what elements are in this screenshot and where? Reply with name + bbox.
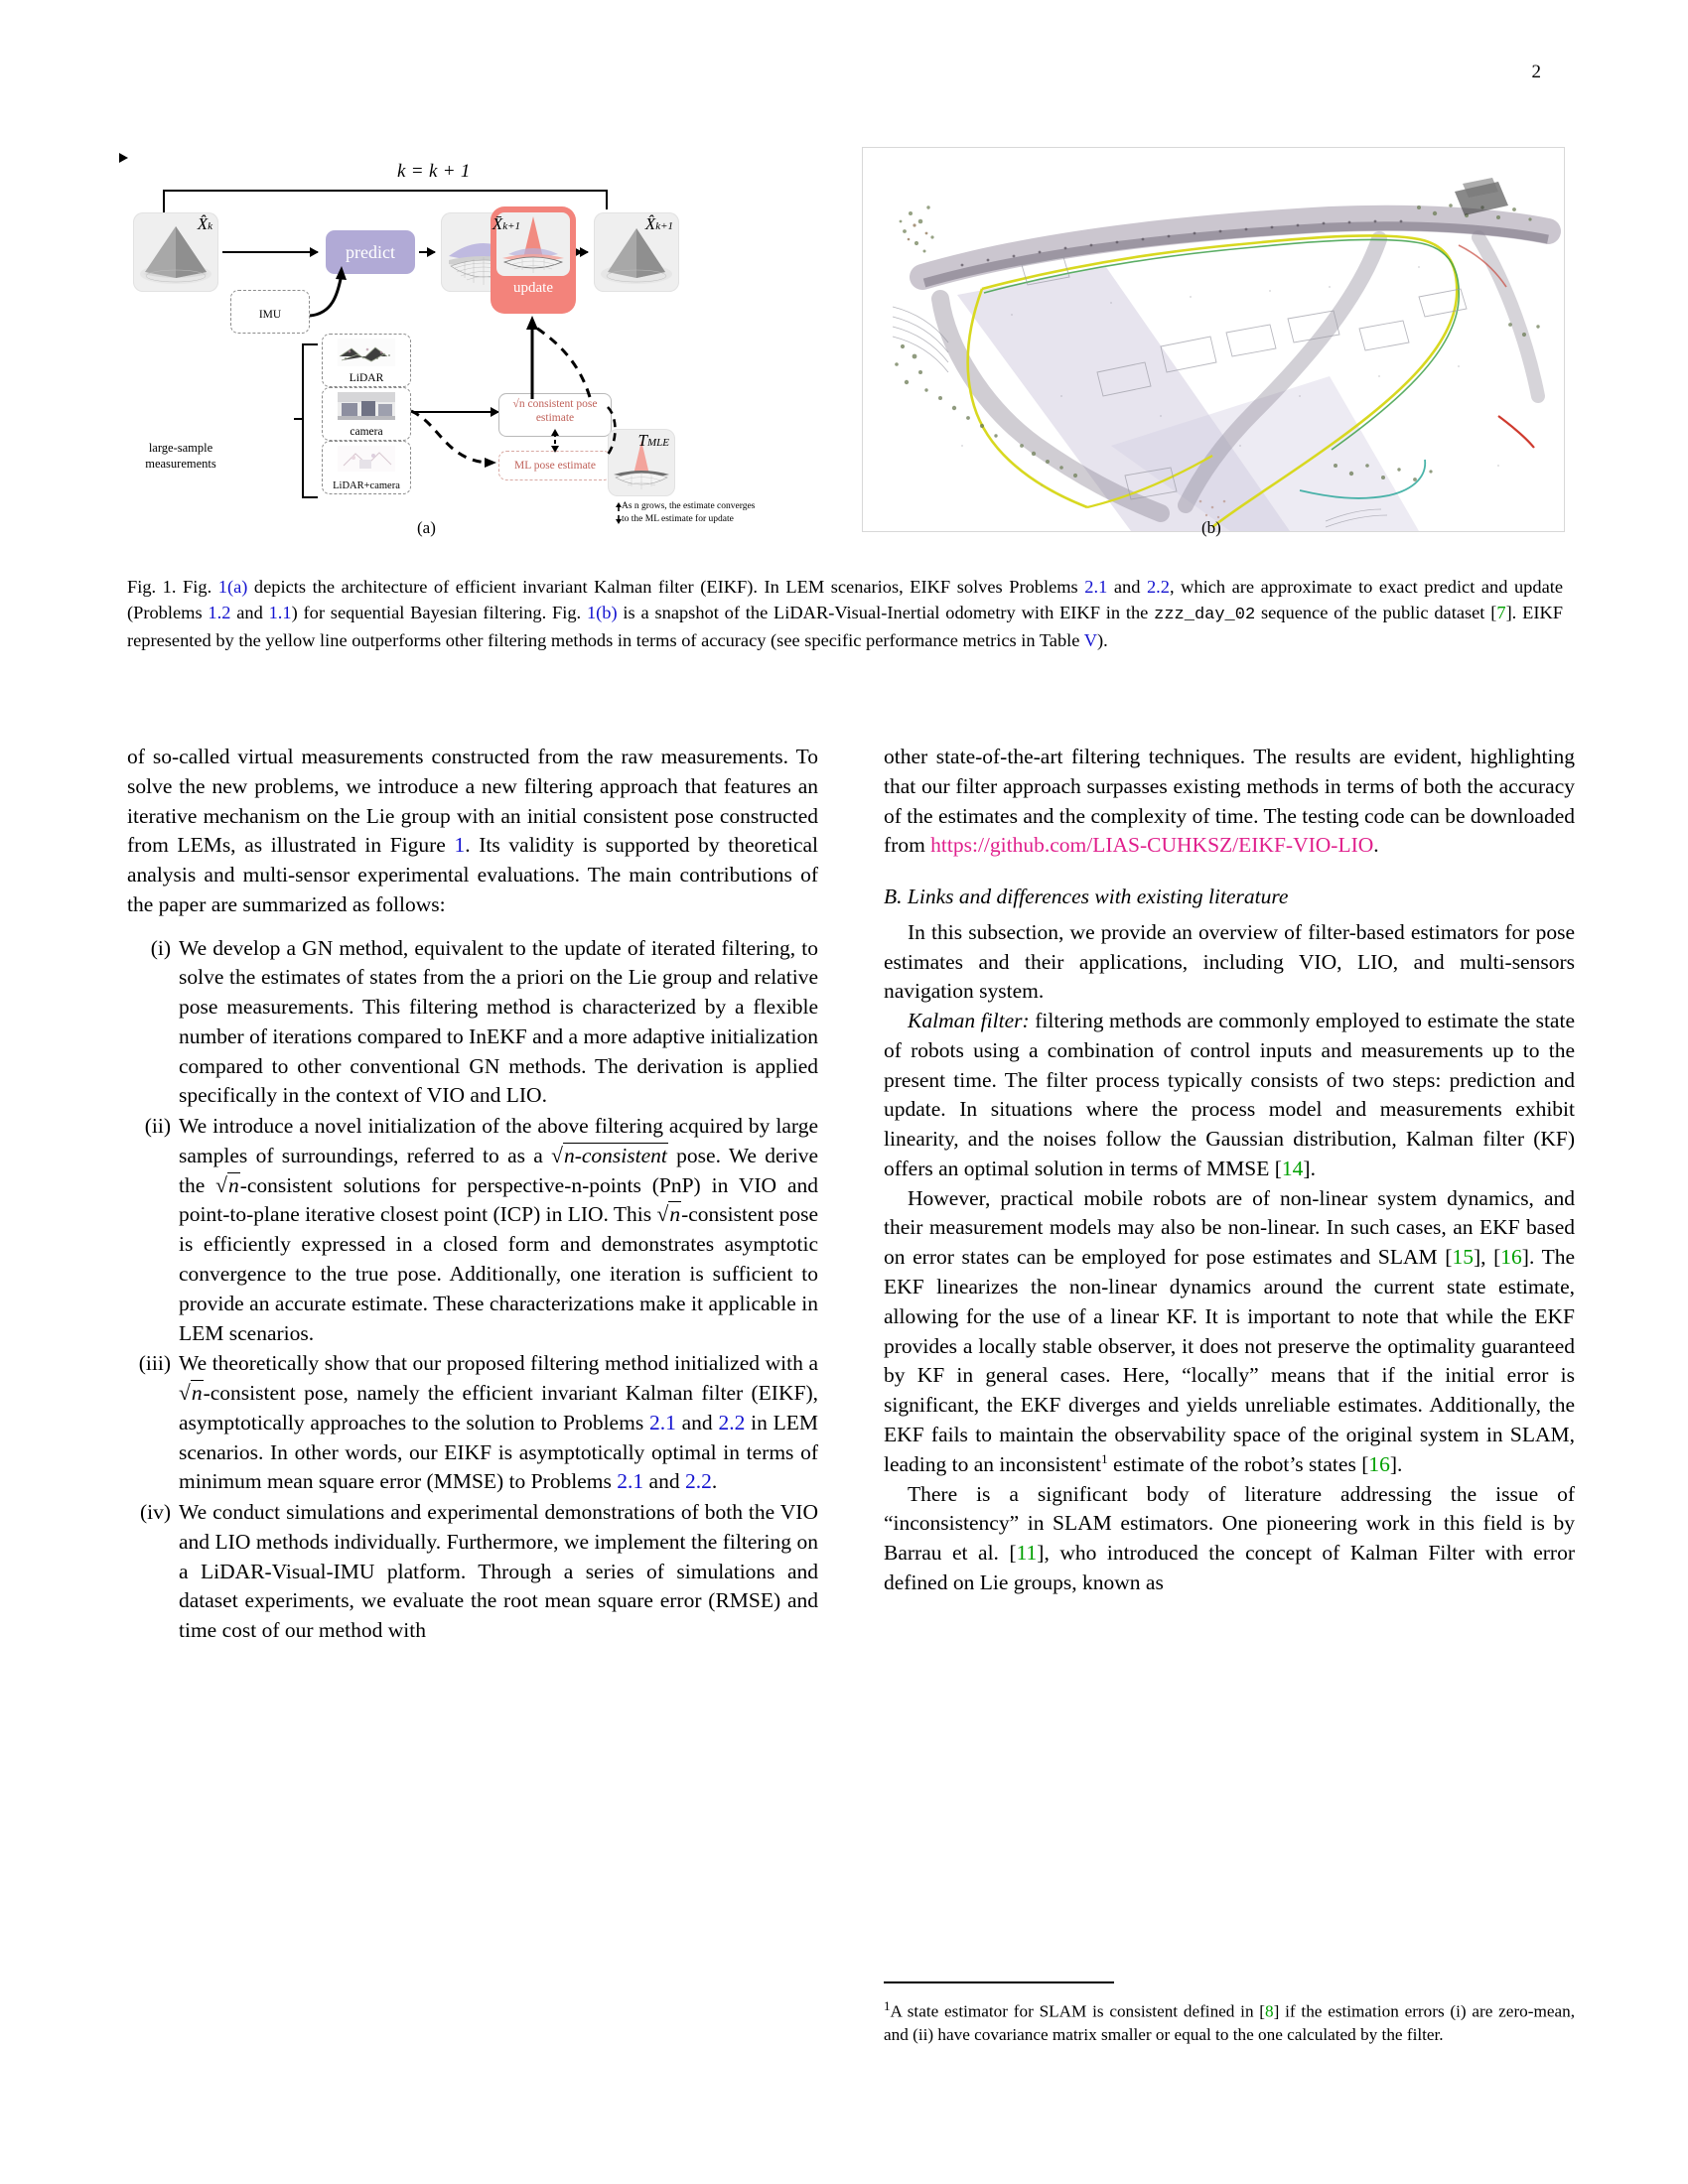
ref-15[interactable]: 15 [1452,1245,1474,1270]
tmle-symbol: T [637,431,647,450]
lidar-visual-odometry-snapshot [863,148,1564,531]
caption-ref-1b[interactable]: 1(b) [586,603,618,623]
caption-t7: is a snapshot of the LiDAR-Visual-Inertial odometry with EIKF in the [623,603,1149,623]
state-prior-symbol: X̂ [197,214,209,233]
left-para1-figure-ref[interactable]: 1 [454,833,466,858]
ml-pose-estimate-box [498,451,612,480]
tmle-subscript: MLE [647,437,669,449]
convergence-note-line1: As n grows, the estimate converges [622,501,756,511]
contribution-text-iii-f: . [711,1469,718,1494]
contributions-list [127,934,818,1646]
loop-line-right [606,190,608,209]
figure-caption [127,574,1563,653]
imu-label: IMU [258,309,282,321]
contribution-ref-21b[interactable]: 2.1 [617,1469,644,1494]
large-sample-measurements-label [133,441,228,472]
footnote-1 [884,1997,1575,2047]
dashed-connector-tmle [606,403,622,461]
caption-ref-21[interactable]: 2.1 [1084,577,1108,597]
state-posterior-label [645,214,673,234]
left-para1-text: of so-called virtual measurements constructed from the raw measurements. To solve the new problems, we introduce a new filtering approach that features an iterative mechanism on the Lie group with an initial consistent pose constructed from LEMs, as illustrated in Figure [127,745,818,858]
ref-16b[interactable]: 16 [1368,1451,1390,1476]
lidar-camera-sensor-box [322,441,411,494]
sqrt-n-consistent-1: √ n-consistent [551,1143,668,1167]
contribution-text-iii-b: -consistent pose, namely the efficient invariant Kalman filter (EIKF), asymptotically approaches to the solution to Problems [179,1381,818,1434]
footnote-ref-marker[interactable]: 1 [1101,1450,1108,1466]
state-posterior-symbol: X̂ [644,214,656,233]
right-paragraph-4 [884,1184,1575,1480]
camera-sensor-box [322,387,411,441]
kalman-filter-term: Kalman filter: [908,1009,1030,1033]
caption-t10: ). [1096,630,1108,651]
arrow-predict-to-pred-state [419,251,435,253]
right-paragraph-2: In this subsection, we provide an overview of filter-based estimators for pose estimates and their applications, including VIO, LIO, and multi-sensors navigation system. [884,919,1575,1004]
github-repo-link[interactable]: https://github.com/LIAS-CUHKSZ/EIKF-VIO-LIO [930,833,1374,858]
arrow-imu-to-predict [302,262,357,324]
caption-t9: ]. EIKF represented by the yellow line outperforms other filtering methods in terms of accuracy (see specific performance metrics in Table [127,603,1563,651]
right-para5-text-b: ], who introduced the concept of Kalman Filter with error defined on Lie groups, known as [884,1541,1575,1594]
state-predicted-symbol: X̄ [492,214,503,233]
double-arrow-consistent-ml [548,429,562,453]
state-posterior-subscript: k+1 [655,220,673,232]
subcaption-a: (a) [417,518,436,537]
caption-ref-1a[interactable]: 1(a) [217,577,248,597]
figure-1 [127,147,1563,544]
arrow-update-to-posterior [580,251,588,253]
predict-block[interactable]: predict [326,230,415,274]
camera-label: camera [350,426,383,438]
right-paragraph-5 [884,1480,1575,1598]
footnote-ref-8[interactable]: 8 [1265,2001,1274,2021]
caption-t1: Fig. [183,577,212,597]
large-sample-bracket-tick [294,418,303,420]
lidar-sensor-box [322,334,411,387]
subsection-heading-b: B. Links and differences with existing literature [884,885,1289,909]
tmle-label [638,431,669,451]
contribution-text-ii-a: We introduce a novel initialization of the above filtering acquired by large samples of surroundings, referred to as a [179,1114,818,1167]
caption-t4: , which are approximate to exact predict and update (Problems [127,577,1564,623]
caption-dataset-sequence: zzz_day_02 [1154,606,1256,625]
convergence-note [622,500,800,525]
contribution-item-ii [127,1112,818,1348]
state-predicted-subscript: k+1 [502,220,520,232]
contribution-text-ii-c: -consistent solutions for perspective-n-points (PnP) in VIO and point-to-plane iterative closest point (ICP) in LIO. This [179,1172,818,1227]
right-paragraph-1 [884,743,1575,861]
state-prior-thumbnail [133,212,218,292]
footnote-text-b: ] if the estimation errors (i) are zero-mean, and (ii) have covariance matrix smaller or equal to the one calculated by the filter. [884,2001,1575,2045]
right-para4-text-b: ], [ [1473,1245,1501,1270]
contribution-text-iii-c: and [675,1410,719,1434]
right-para4-text-d: estimate of the robot’s states [ [1107,1451,1369,1476]
lidar-camera-fusion-thumbnail [338,446,395,472]
caption-ref-11[interactable]: 1.1 [268,603,292,623]
left-para1-end: . Its validity is supported by theoretical analysis and multi-sensor experimental evaluations. The main contributions of the paper are summarized as follows: [127,833,818,916]
ref-11[interactable]: 11 [1016,1541,1038,1566]
contribution-item-iii [127,1349,818,1497]
state-predicted-label [492,214,520,234]
large-sample-line1: large-sample [148,441,213,455]
caption-ref-22[interactable]: 2.2 [1146,577,1170,597]
right-para1-text: other state-of-the-art filtering techniques. The results are evident, highlighting that our filter approach surpasses existing methods in terms of both the accuracy of the estimates and the complexity of time. The testing code can be downloaded from [884,745,1575,858]
imu-sensor-box [230,290,310,334]
consistent-pose-line2: estimate [535,411,575,424]
right-para1-end: . [1373,833,1379,858]
consistent-pose-line1: √n consistent pose [512,398,598,410]
caption-t8: sequence of the public dataset [ [1260,603,1497,623]
ref-16[interactable]: 16 [1500,1245,1522,1270]
contribution-text-ii-b: pose. We derive the [179,1143,818,1197]
point-cloud-map-image [862,147,1565,532]
loop-line-horizontal [163,190,608,192]
state-prior-subscript: k [208,220,212,232]
update-label: update [513,280,553,296]
right-paragraph-3 [884,1007,1575,1184]
sqrt-n-2: √ n [215,1172,240,1197]
page-number: 2 [1531,62,1541,82]
contribution-marker-ii: (ii) [144,1114,171,1139]
contribution-ref-22[interactable]: 2.2 [718,1410,746,1434]
contribution-marker-i: (i) [150,935,171,960]
loop-label: k = k + 1 [397,161,471,182]
left-paragraph-1 [127,743,818,920]
contribution-text-i: We develop a GN method, equivalent to the update of iterated filtering, to solve the estimates of states from the a priori on the Lie group and relative pose measurements. This filtering method is characterized by a flexible number of iterations compared to InEKF and a more adaptive initialization compared to other conventional GN methods. The derivation is applied specifically in the context of VIO and LIO. [179,935,818,1108]
caption-t3: and [1113,577,1141,597]
contribution-marker-iv: (iv) [139,1500,171,1525]
convergence-note-line2: to the ML estimate for update [622,513,734,524]
contribution-ref-22b[interactable]: 2.2 [684,1469,712,1494]
sqrt-n-3: √ n [657,1201,682,1226]
right-para3-end: ]. [1303,1156,1316,1180]
lidar-label: LiDAR [349,372,384,384]
contribution-item-iv [127,1498,818,1646]
lidar-pointcloud-thumbnail [338,339,395,366]
right-para4-text-e: ]. [1389,1451,1403,1476]
contribution-item-i [127,934,818,1112]
footnote-text-a: A state estimator for SLAM is consistent defined in [ [890,2001,1266,2021]
right-para4-text-c: ]. The EKF linearizes the non-linear dynamics around the current state estimate, allowing for the use of a linear KF. It is important to note that while the EKF provides a locally stable observer, it does not preserve the optimality guaranteed by KF in general cases. Here, “locally” means that if the initial error is significant, the EKF diverges and yields unreliable estimates. Additionally, the EKF fails to maintain the observability space of the original system in SLAM, leading to an inconsistent [884,1245,1575,1476]
right-para4-text-a: However, practical mobile robots are of non-linear system dynamics, and their measurement models may also be non-linear. In such cases, an EKF based on error states can be employed for pose estimates and SLAM [ [884,1185,1575,1270]
subcaption-b: (b) [1201,518,1221,537]
sqrt-n-4: √ n [179,1380,204,1405]
contribution-text-iv: We conduct simulations and experimental demonstrations of both the VIO and LIO methods individually. Furthermore, we implement the filtering on a LiDAR-Visual-IMU platform. Through a series of simulations and dataset experiments, we evaluate the root mean square error (RMSE) and time cost of our method with [179,1500,818,1643]
caption-t5: and [236,603,263,623]
ml-pose-label: ML pose estimate [514,460,596,472]
right-para5-text-a: There is a significant body of literature addressing the issue of “inconsistency” in SLAM estimators. One pioneering work in this field is by Barrau et al. [ [884,1481,1575,1566]
contribution-marker-iii: (iii) [138,1351,171,1376]
contribution-text-iii-a: We theoretically show that our proposed filtering method initialized with a [179,1351,818,1376]
large-sample-line2: measurements [145,456,216,471]
dashed-curve-to-ml-pose [409,407,504,473]
caption-prefix: Fig. 1. [127,577,177,597]
arrow-prior-to-predict [222,251,318,253]
caption-ref-12[interactable]: 1.2 [208,603,231,623]
caption-ref-table-v[interactable]: V [1083,630,1097,651]
caption-ref-7[interactable]: 7 [1496,603,1506,623]
footnote-separator [884,1981,1114,1983]
contribution-text-iii-d: in LEM scenarios. In other words, our EIKF is asymptotically optimal in terms of minimum mean square error (MMSE) to Problems [179,1410,818,1494]
left-column [127,743,818,1647]
lidar-camera-label: LiDAR+camera [333,480,400,491]
ref-14[interactable]: 14 [1281,1156,1304,1180]
arrow-up-to-update [524,316,540,399]
caption-t2: depicts the architecture of efficient invariant Kalman filter (EIKF). In LEM scenarios, EIKF solves Problems [253,577,1078,597]
right-column [884,743,1575,1598]
large-sample-bracket [302,343,318,498]
diagram-eikf-architecture [127,157,802,539]
contribution-text-iii-e: and [643,1469,685,1494]
right-para3-text: filtering methods are commonly employed to estimate the state of robots using a combination of control inputs and measurements up to the present time. The filter process typically consists of two steps: prediction and update. In situations where the process model and measurements exhibit linearity, and the noises follow the Gaussian distribution, Kalman filter (KF) offers an optimal solution in terms of MMSE [ [884,1009,1575,1180]
footnote-marker: 1 [884,1998,891,2013]
state-posterior-thumbnail [594,212,679,292]
state-prior-label [198,214,212,234]
contribution-ref-21[interactable]: 2.1 [648,1410,676,1434]
camera-image-thumbnail [338,392,395,420]
caption-t6: ) for sequential Bayesian filtering. Fig. [291,603,582,623]
contribution-text-ii-d: -consistent pose is efficiently expressed in a closed form and demonstrates asymptotic convergence to the true pose. Additionally, one iteration is sufficient to provide an accurate estimate. These characterizations make it applicable in LEM scenarios. [179,1202,818,1345]
